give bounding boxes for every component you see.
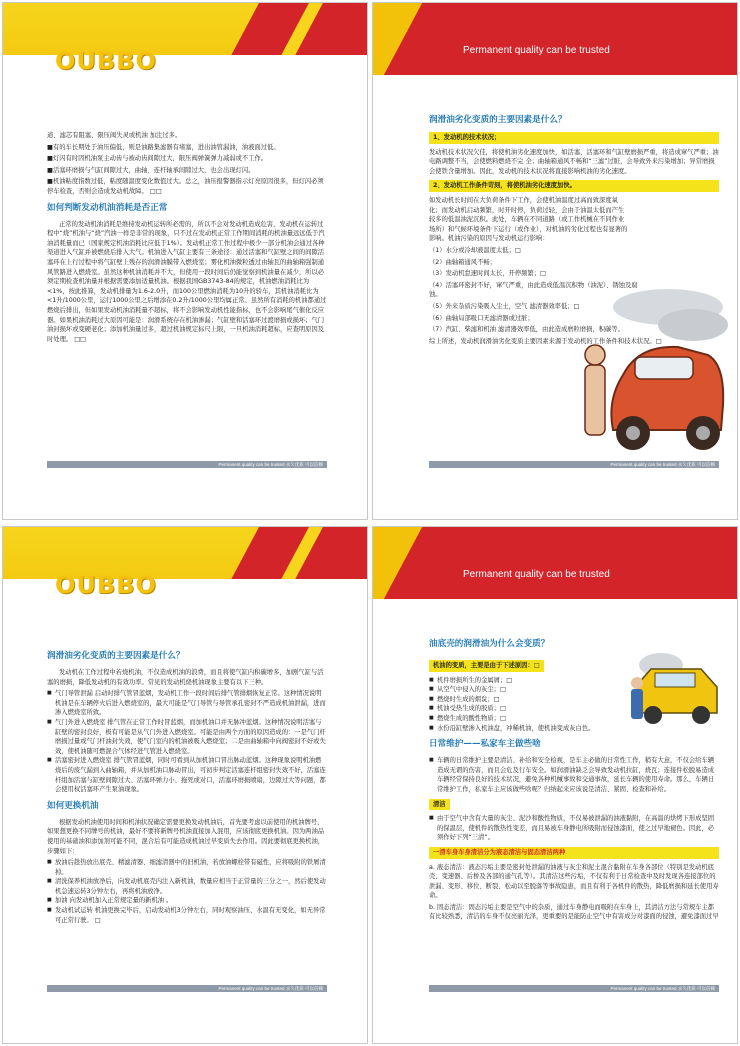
paragraph: 发动机技术状况欠佳，将使机油劣化速度加快，如活塞、活塞环和气缸壁磨损严重，将造成窜气严重；油电路调整不当，会使燃料燃烧不完 全；曲轴箱通风不畅和“三滤”过脏，会导致外来污染增加；异常磨损会使铁含量增加。因此，发动机的技术状况将直接影响机油的劣化速度。 bbox=[429, 148, 719, 175]
list-item: ■ 气门外进入燃烧室 排气管在正常工作时冒蓝烟，而加机油口并无脉冲蓝烟。这种情况说明活塞与缸壁的密封良好，极有可能是从气门外进入燃烧室。可能是由两个方面的原因造成的：一是气门杆磨损过量或气门杆油封失效，使气门室内的机油被吸入燃烧室；二是由曲轴箱中向阀密封不好或失效，使机油随可燃混合气体经进气管进入燃烧室。 bbox=[47, 718, 327, 756]
page-footer: Permanent quality can be trusted 永久优质 可以信赖 bbox=[429, 985, 719, 992]
bullet-list bbox=[429, 676, 629, 734]
yellow-van-illustration bbox=[631, 645, 723, 731]
list-item: ■ 清洗保养机油放净后，向发动机底壳内注入新机油，数量应相当于正常量的三分之一，然后使发动机急速运转3分钟左右，再将机油放净。 bbox=[47, 877, 327, 896]
section-title: 润滑油劣化变质的主要因素是什么？ bbox=[47, 651, 185, 661]
paragraph: ■灯闪有时因机油泵主动齿与被动齿间隙过大，限压阀弹簧弹力减弱或不工作。 bbox=[47, 155, 268, 163]
paragraph: 如发动机长时间在大负荷条件下工作，会使机油温度过高而致深度氧化；而发动机启动频繁，时开时停，负荷过轻，会由于油温太低而产生 较多的低温油泥沉积。此处，车辆在不同道路（或工作机械在不同作业场所）和气候环境条件下运行（或作业），对机油的劣化过程也有显著的影响。机油污染的原因与发动机运行影响： bbox=[429, 196, 628, 243]
page-header bbox=[3, 3, 368, 93]
page-footer: Permanent quality can be trusted 永久优质 可以信赖 bbox=[47, 985, 327, 992]
highlight-heading: 清洁 bbox=[429, 799, 450, 811]
section-title: 如何判断发动机油消耗是否正常 bbox=[47, 202, 168, 213]
paragraph: 发动机在工作过程中若烧机油，不仅造成机油的浪费，而且将使气缸内积碳增多，加剧气缸与活塞的磨损，降低发动机的有效功率。常见的发动机烧机油现象主要有以下三种。 bbox=[47, 669, 324, 686]
list-item: ■ 加油 向发动机加入正常规定量的新机油 。 bbox=[47, 896, 327, 906]
section-title: 如何更换机油 bbox=[47, 800, 99, 811]
slogan: Permanent quality can be trusted bbox=[463, 569, 610, 580]
bullet-list bbox=[47, 689, 327, 795]
bullet-list bbox=[429, 814, 719, 843]
paragraph: 正常的发动机油消耗是维持发动机运转所必需的，所以不会对发动机造成危害，发动机在运转过程中“烧”机油与“烧”汽油一样是非常的现象，只不过在发动机正常工作期间消耗的机油量远远低于汽油消耗量而已（国家规定机油消耗比应低于1%）。发动机正常工作过程中极少一部分机油会通过各种渠道进入气缸并被燃烧后排入大气。机油进入气缸主要有三条途径：通过活塞和气缸壁之间的间隙活塞环在上行过程中将气缸壁上残存的润滑油膜带入燃烧室；雾化机油微粒透过由轴瓦的曲轴箱强制通风管路进入燃烧室。虽然这种机油消耗并不大，但使用一段时间后仍能觉察到机油量在减少，所以必须定期检查机油量并根据需要添加适量机油。根据我国GB3743-84的规定，机油燃油消耗比为<1%，按此推算，发动机排量为1.6-2.0升，而100公里燃油消耗为10升的轿车，其机油消耗比为<1升/1000公里，运行1000公里之后增添在0.2升/1000公里均属正常。虽然所有消耗的机油都通过燃烧后排出，但如果发动机油消耗量不超标，将不会影响发动机性能指标，也不会影响尾气催化反应器。如果机油消耗过大原因可能是：润滑系统存在机油渗漏；气缸壁和活塞环过渡磨损或损坏；气门油封损坏或变硬老化；添加机油量过多，超过机油规定标尺上限，一旦机油消耗超标，应查明原因及时处理。 □□ bbox=[47, 220, 327, 343]
list-item: （4）活塞环密封不好，窜气严重，由此造成低温沉积物（油泥）、锈蚀及腐蚀。 bbox=[429, 281, 638, 299]
bullet-list bbox=[47, 858, 327, 925]
page-4 bbox=[372, 526, 738, 1044]
list-item: ■ 从空气中侵入的灰尘；□ bbox=[429, 685, 629, 695]
list-item: ■ 燃烧生成的酸性物质；□ bbox=[429, 714, 629, 724]
highlight-heading: 机油的变质，主要是由于下述原因：□ bbox=[429, 660, 544, 672]
paragraph: ■活塞环磨损与气缸间隙过大，曲轴、连杆轴承间隙过大，也会出现灯闪。 bbox=[47, 166, 255, 174]
bullet-list bbox=[429, 756, 719, 794]
section-title: 日常维护——私家车主做些啥 bbox=[429, 739, 541, 750]
list-item: （1）水分或冷却液温度太低；□ bbox=[429, 246, 521, 254]
highlight-heading: 一清车身车身清洁分为液态清洁与固态清洁两种 bbox=[429, 847, 719, 859]
page-header bbox=[373, 527, 738, 617]
slogan: Permanent quality can be trusted bbox=[463, 45, 610, 56]
list-item: ■ 发动机试运转 机油更换完毕后，启动发动机3分钟左右，同时观察油压、水温有无变化，如无异常可正常行驶。 □ bbox=[47, 906, 327, 925]
page-footer: Permanent quality can be trusted 永久优质 可以信赖 bbox=[47, 461, 327, 468]
list-item: ■ 水份沿缸壁渗入机油盘，冲稀机油，使机油变成灰白色。 bbox=[429, 724, 629, 734]
page-3 bbox=[2, 526, 368, 1044]
page-2 bbox=[372, 2, 738, 520]
list-item: （6）曲轴局部吸口无滤清器或过脏； bbox=[429, 314, 534, 322]
page-content bbox=[47, 645, 327, 925]
paragraph: 根据发动机油使用时间和机油状况确定需要更换发动机油后，首先要考虑以前使用的机油牌号，如果想更换不同牌号的机油，最好不要将新牌号机油直接加入混用，应该彻底更换机油。因为两油品使用的基础油和添加剂可能不同，混合后有可能造成机油过早变质失去作用。因此要彻底更换机油，步骤如下： bbox=[47, 818, 325, 855]
section-title: 润滑油劣化变质的主要因素是什么？ bbox=[429, 115, 567, 125]
list-item: ■ 车辆的日常维护主要是清洁、补给和安全检视，是车主必做的日常性工作，稍有大意，不仅会给车辆造成无谓的伤害，而且会危及行车安全。如润滑油缺乏会导致发动机拉缸，烧瓦；连接件松脱易造成车辆经常保持良好的技术状况，避免各种机械事故和交通事故，延长车辆的使用寿命。那么，车辆日常维护工作，私家车主应该做些啥呢？归纳起来应该说是清洁、紧固、检查和补给。 bbox=[429, 756, 719, 794]
oubbo-logo: OUBBO bbox=[55, 47, 157, 75]
list-item: ■ 气门导管泄漏 启动时排气管冒蓝烟，发动机工作一段时间后排气管排烟恢复正常。这种情况说明机油是在车辆停火后进入燃烧室的，最大可能是气门导管与导管承孔密封不严造成机油泄漏，进而渗入燃烧室所致。 bbox=[47, 689, 327, 718]
page-header bbox=[3, 527, 368, 617]
paragraph: ■有的车长期处于油压偏低，则是油路集滤器有堵塞，进出油管漏油，油液面过低。 bbox=[47, 143, 280, 151]
list-item: ■ 由于空气中含有大量的灰尘、泥沙和酸性物质，不仅易被泄漏的油液黏附，在高温的烘烤下形成坚固的保温层，使机件的散热性变差，而且易被车身静电所吸附而侵蚀漆面，使之过早地褪色。因此，必须作好下列“三清”。 bbox=[429, 814, 719, 843]
list-item: ■ 燃烧时生成的烟炱；□ bbox=[429, 695, 629, 705]
section-title: 油底壳的润滑油为什么会变质？ bbox=[429, 639, 550, 649]
highlight-heading: 1、发动机的技术状况； bbox=[429, 132, 719, 144]
list-item: （3）发动机怠速时间太长，开停频繁；□ bbox=[429, 270, 547, 278]
paragraph: b. 固态清洁：固态污垢主要是空气中的杂质，通过车身静电而吸附在车身上，其清洁方法与常规车主都有比较熟悉，清洁的车身不仅亮丽光泽，更重要的是能防止空气中有害成分对漆面的侵蚀，避免漆面过早 bbox=[429, 903, 719, 921]
list-item: （5）外来杂质污染吸入尘土，空气 滤清器效率低；□ bbox=[429, 302, 580, 310]
list-item: ■ 机件磨损所生的金属屑；□ bbox=[429, 676, 629, 686]
page-footer: Permanent quality can be trusted 永久优质 可以信赖 bbox=[429, 461, 719, 468]
list-item: ■ 机油受热生成的胶质；□ bbox=[429, 704, 629, 714]
list-item: ■ 活塞密封进入燃烧室 排气管冒蓝烟，同时可看到从加机油口冒出脉动蓝烟。这种现象说明机油燃烧后的废气漏到入曲轴箱，并从加机油口脉动冒出，可初步判定活塞连杆组密封失效不好，活塞连杆组加活塞与缸壁间隙过大、活塞环弹力小、拖死或对口，活塞环磨损喷扇，边隙过大等问题，都会使用权活塞环产生泵油现象。 bbox=[47, 756, 327, 794]
list-item: ■ 放油后趁热放出底壳、精滤清器、细滤清器中的旧机油，若放油螺栓带有磁性，应将吸附的铁屑清掉。 bbox=[47, 858, 327, 877]
list-item: （2）曲轴箱通风不畅； bbox=[429, 258, 496, 266]
overheating-car-illustration bbox=[583, 285, 733, 465]
paragraph: a. 液态清洁：液态污垢主要是密封处泄漏的油液与灰尘和泥土混合黏附在车身各部位（特别是发动机底壳、变速器、后桥及各部的通气孔等）。其清洁这些污垢，不仅有利于日常检查中及时发现各连接部位的泄漏、变形、移位、断裂、松动以至脱落等事故隐患，而且有利于各机件的散热，降低磨损和延长使用寿命。 bbox=[429, 863, 719, 900]
oubbo-logo: OUBBO bbox=[55, 571, 157, 599]
page-content bbox=[47, 131, 327, 346]
paragraph: 综上所述，发动机润滑油劣化变质主要因素来源于发动机的工作条件和技术状况。□ bbox=[429, 337, 662, 345]
paragraph: ■机油粘度指数过低，粘度随温度变化数值过大。总之，油压报警器指示灯亮原因很多，但灯闪必须停车检查，否则会造成发动机故障。 □□ bbox=[47, 178, 324, 195]
page-1 bbox=[2, 2, 368, 520]
highlight-heading: 2、发动机工作条件苛刻，将使机油劣化速度加快。 bbox=[429, 180, 719, 192]
list-item: （7）汽缸、柴滤和机油 滤清器效率低，由此造成磨粒磨损，积碳等。 bbox=[429, 326, 624, 334]
paragraph: 道、滤芯有阻塞、限压阀失灵或机油 加注过多。 bbox=[47, 132, 182, 139]
page-header bbox=[373, 3, 738, 93]
